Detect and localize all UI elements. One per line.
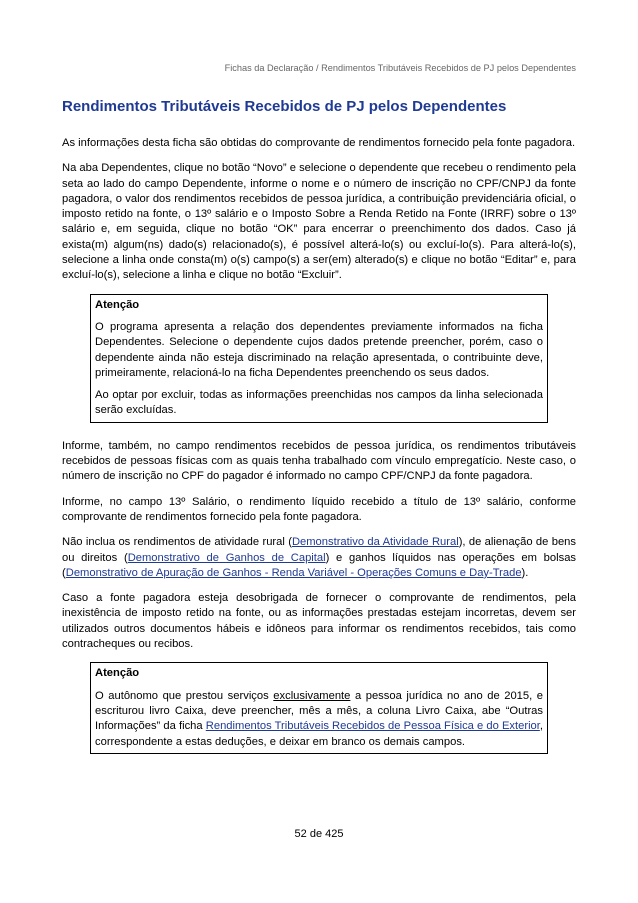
paragraph-intro: As informações desta ficha são obtidas do comprovante de rendimentos fornecido pela fonte pagadora. [62, 137, 576, 149]
page-number: 52 de 425 [294, 828, 344, 840]
link-demonstrativo-ganhos-capital[interactable]: Demonstrativo de Ganhos de Capital [127, 551, 326, 564]
link-demonstrativo-renda-variavel[interactable]: Demonstrativo de Apuração de Ganhos - Renda Variável - Operações Comuns e Day-Trade [65, 566, 522, 579]
link-rendimentos-pf-exterior[interactable]: Rendimentos Tributáveis Recebidos de Pessoa Física e do Exterior [205, 720, 540, 733]
emphasis-exclusivamente: exclusivamente [273, 689, 351, 702]
attention-text-autonomo [95, 689, 543, 750]
paragraph-instructions: Na aba Dependentes, clique no botão “Novo” e selecione o dependente que recebeu o rendimento pela seta ao lado do campo Dependente, informe o nome e o número de inscrição no CPF/CNPJ da fonte pagadora, o valor dos rendimentos recebidos de pessoa jurídica, a contribuição previdenciária oficial, o imposto retido na fonte, o 13º salário e o Imposto Sobre a Renda Retido na Fonte (IRRF) sobre o 13º salário e, em seguida, clique no botão “OK” para encerrar o preenchimento dos dados. Caso já exista(m) algum(ns) dado(s) relacionado(s), é possível alterá-lo(s) ou excluí-lo(s). Para alterá-lo(s), selecione a linha onde consta(m) o(s) campo(s) a ser(em) alterado(s) e clique no botão “Editar” e, para excluí-lo(s), selecione a linha e clique no botão “Excluir”. [62, 162, 576, 282]
paragraph-individuals: Informe, também, no campo rendimentos recebidos de pessoa jurídica, os rendimentos tributáveis recebidos de pessoas físicas com as quais tenha trabalhado com vínculo empregatício. Neste caso, o número de inscrição no CPF do pagador é informado no campo CPF/CNPJ da fonte pagadora. [62, 439, 576, 483]
text-run: ) e ganhos líquidos nas operações em bolsas ( [62, 551, 577, 579]
paragraph-exclusions [62, 535, 576, 581]
content-body [62, 136, 576, 770]
text-run: a pessoa jurídica no ano de 2015, e escriturou livro Caixa, deve preencher, mês a mês, a coluna Livro Caixa, abe “Outras Informações” da ficha [95, 689, 544, 733]
text-run: , correspondente a estas deduções, e deixar em branco os demais campos. [95, 720, 543, 748]
attention-heading: Atenção [95, 298, 140, 311]
text-run: O autônomo que prestou serviços [95, 689, 274, 702]
attention-text-dependents: O programa apresenta a relação dos dependentes previamente informados na ficha Dependentes. Selecione o dependente cujos dados pretende preencher, porém, caso o dependente ainda não esteja discriminado na relação apresentada, o contribuinte deve, primeiramente, relacioná-lo na ficha Dependentes preenchendo os seus dados. [95, 320, 543, 379]
paragraph-no-receipt: Caso a fonte pagadora esteja desobrigada de fornecer o comprovante de rendimentos, pela inexistência de imposto retido na fonte, ou as informações prestadas estejam incorretas, devem ser utilizados outros documentos hábeis e idôneos para informar os rendimentos recebidos, tais como contracheques ou recibos. [62, 592, 576, 651]
attention-box-1 [90, 294, 548, 423]
running-header: Fichas da Declaração / Rendimentos Tributáveis Recebidos de PJ pelos Dependentes [224, 63, 576, 73]
attention-heading: Atenção [95, 667, 140, 680]
attention-text-exclude: Ao optar por excluir, todas as informações preenchidas nos campos da linha selecionada serão excluídas. [95, 389, 543, 417]
section-title: Rendimentos Tributáveis Recebidos de PJ pelos Dependentes [62, 98, 507, 115]
link-demonstrativo-atividade-rural[interactable]: Demonstrativo da Atividade Rural [291, 536, 459, 549]
text-run: Não inclua os rendimentos de atividade rural ( [62, 536, 292, 549]
attention-box-2 [90, 662, 548, 753]
paragraph-13th-salary: Informe, no campo 13º Salário, o rendimento líquido recebido a título de 13º salário, conforme comprovante de rendimentos fornecido pela fonte pagadora. [62, 495, 576, 523]
text-run: ). [521, 566, 529, 579]
text-run: ), de alienação de bens ou direitos ( [62, 536, 576, 564]
